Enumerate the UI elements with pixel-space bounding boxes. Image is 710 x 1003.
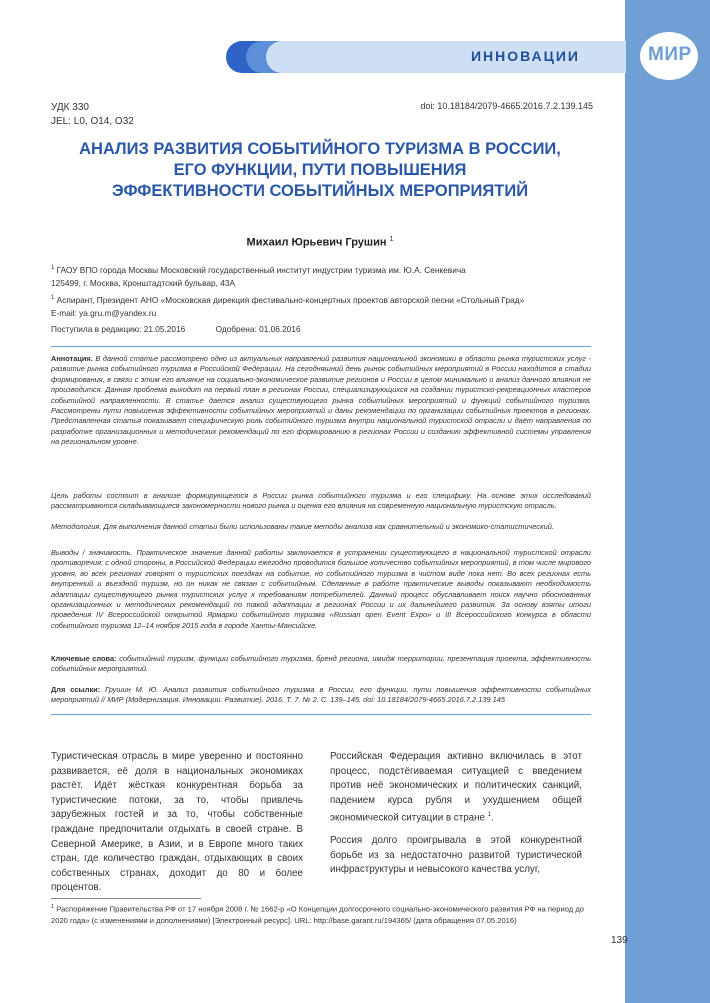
abstract-label: Аннотация. <box>51 354 93 363</box>
page-number: 139 <box>611 935 628 946</box>
approved-date: Одобрена: 01.06.2016 <box>215 324 301 334</box>
body-paragraph <box>330 750 582 826</box>
journal-logo-text: МИР <box>648 44 692 65</box>
section-rubric: ИННОВАЦИИ <box>470 48 580 64</box>
citation-label: Для ссылки: <box>51 685 101 694</box>
abstract-top-rule <box>51 346 591 347</box>
abstract-bottom-rule <box>51 714 591 715</box>
citation <box>51 685 591 706</box>
abstract-methodology: Методология. Для выполнения данной статьи были использованы такие методы анализа как сравнительный и экономико-статистический. <box>51 522 554 531</box>
affiliation-1 <box>51 262 591 290</box>
aff-address: 125499, г. Москва, Кронштадтский бульвар, 43А <box>51 277 235 288</box>
abstract-text: В данной статье рассмотрено одно из актуальных направлений развития национальной экономики в области рынка туристских услуг - развитие рынка событийного туризма в Российской Федерации. На сегодняшний день рынок событийных мероприятий в России находится в стадии формирования, в связи с этим его влияние на социально-экономическое развитие регионов и России в целом минимально и анализ данного влияния не производится. Данная проблема выходит на первый план в регионах России, специализирующихся на создании туристско-рекреационных кластеров событийной направленности. В статье дается анализ существующего рынка событийных мероприятий и функций событийного туризма. Рассмотрены пути повышения эффективности событийных мероприятий и даны рекомендации по организации событийных проектов в регионах. Представленная статья показывает специфическую роль событийного туризма внутри национальной туристской отрасли и даёт направления по разработке организационных и методических рекомендаций по его формированию в регионах России и созданию эффективной системы управления на региональном уровне. <box>51 354 591 447</box>
author-email[interactable]: E-mail: ya.gru.m@yandex.ru <box>51 307 157 318</box>
classification-block <box>51 101 134 129</box>
aff-mark: 1 <box>51 295 55 301</box>
aff-text: ГАОУ ВПО города Москвы Московский государственный институт индустрии туризма им. Ю.А. Сенкевича <box>56 264 466 275</box>
received-date: Поступила в редакцию: 21.05.2016 <box>51 324 186 334</box>
article-title <box>60 139 580 202</box>
footnote-mark: 1 <box>51 904 55 910</box>
affiliation-2 <box>51 292 591 320</box>
footnote-text: Распоряжение Правительства РФ от 17 ноября 2008 г. № 1662-р «О Концепции долгосрочного социально-экономического развития РФ на период до 2020 года» (с изменениями и дополнениями) [Электронный ресурс]. URL: http://base.garant.ru/194365/ (дата обращения 07.05.2016) <box>51 904 584 925</box>
abstract-goal: Цель работы состоит в анализе формирующегося в России рынка событийного туризма и его специфику. На основе этих исследований рассматриваются складывающиеся закономерности нового рынка и оценка его влияния на современную национальную туристскую отрасль. <box>51 491 591 511</box>
title-line: ЕГО ФУНКЦИИ, ПУТИ ПОВЫШЕНИЯ <box>173 161 467 179</box>
keywords <box>51 654 591 675</box>
body-column-left <box>51 750 303 904</box>
footnote-ref[interactable]: 1 <box>487 812 492 819</box>
jel-codes: JEL: L0, O14, O32 <box>51 116 134 127</box>
author-name-text: Михаил Юрьевич Грушин <box>246 236 387 249</box>
footnote <box>51 902 591 926</box>
footnote-rule <box>51 898 201 899</box>
title-line: ЭФФЕКТИВНОСТИ СОБЫТИЙНЫХ МЕРОПРИЯТИЙ <box>111 182 529 200</box>
abstract-paragraph <box>51 354 591 448</box>
body-paragraph: Туристическая отрасль в мире уверенно и постоянно развивается, её доля в национальных экономиках растёт. Идёт жёсткая конкурентная борьба за туристические потоки, за то, чтобы привлечь зарубежных гостей и за то, чтобы собственные граждане предпочитали отдыхать в своей стране. В Северной Америке, в Азии, и в Европе много таких стран, где количество граждан, отдыхающих в своих собственных странах, доходит до 80 и более процентов. <box>51 751 303 894</box>
right-sidebar-band <box>625 0 710 1003</box>
author-footnote-mark: 1 <box>389 236 394 243</box>
aff-mark: 1 <box>51 265 55 271</box>
udc-code: УДК 330 <box>51 102 89 113</box>
author-name <box>60 236 580 249</box>
submission-dates <box>51 324 329 334</box>
title-line: АНАЛИЗ РАЗВИТИЯ СОБЫТИЙНОГО ТУРИЗМА В РОССИИ, <box>79 140 561 158</box>
doi-link[interactable]: doi: 10.18184/2079-4665.2016.7.2.139.145 <box>420 101 593 111</box>
keywords-label: Ключевые слова: <box>51 654 117 663</box>
citation-text: Грушин М. Ю. Анализ развития событийного туризма в России, его функции, пути повышения эффективности событийных мероприятий // МИР (Модернизация. Инновации. Развитие). 2016. Т. 7. № 2. С. 139–145. doi: 10.18184/2079-4665.2016.7.2.139.145 <box>51 685 592 705</box>
aff-text: Аспирант, Президент АНО «Московская дирекция фестивально-концертных проектов авторской песни «Стольный Град» <box>56 294 525 305</box>
body-text-end: . <box>491 812 494 824</box>
body-text: Российская Федерация активно включилась в этот процесс, подстёгиваемая ситуацией с введением против неё экономических и политических санкций, падением курса рубля и ухудшением общей экономической ситуации в стране <box>330 751 582 824</box>
body-paragraph: Россия долго проигрывала в этой конкурентной борьбе из за недостаточно развитой туристической инфраструктуры и невысокого качества услуг, <box>330 835 582 876</box>
body-column-right <box>330 750 582 886</box>
abstract-conclusions: Выводы / значимость. Практическое значение данной работы заключается в устранении существующего в национальной туристской отрасли противоречия: с одной стороны, в Российской Федерации ежегодно проводится большое количество событийных мероприятий, в том числе мирового уровня, во всех регионах говорят о туристских поездках на событие, но событийного туризма в чистом виде пока нет. Во всех регионах есть внутренний и въездной туризм, но он никак не связан с событийным. Сделанные в работе практические выводы показывают необходимость адаптации существующего рынка туристских услуг к требованиям потребителей. Данный процесс обуславливает поиск научно обоснованных организационных и методических рекомендаций по такой адаптации в регионах России и их дальнейшего развития. За основу взяты итоги проведения IV Всероссийской открытой Ярмарки событийного туризма «Russian open Event Expo» и III Всероссийского конкурса в области событийного туризма 12–14 ноября 2015 года в городе Ханты-Мансийске. <box>51 548 591 630</box>
keywords-text: событийный туризм, функции событийного туризма, бренд региона, имидж территории, презентация проекта, эффективность событийных мероприятий. <box>51 654 591 674</box>
